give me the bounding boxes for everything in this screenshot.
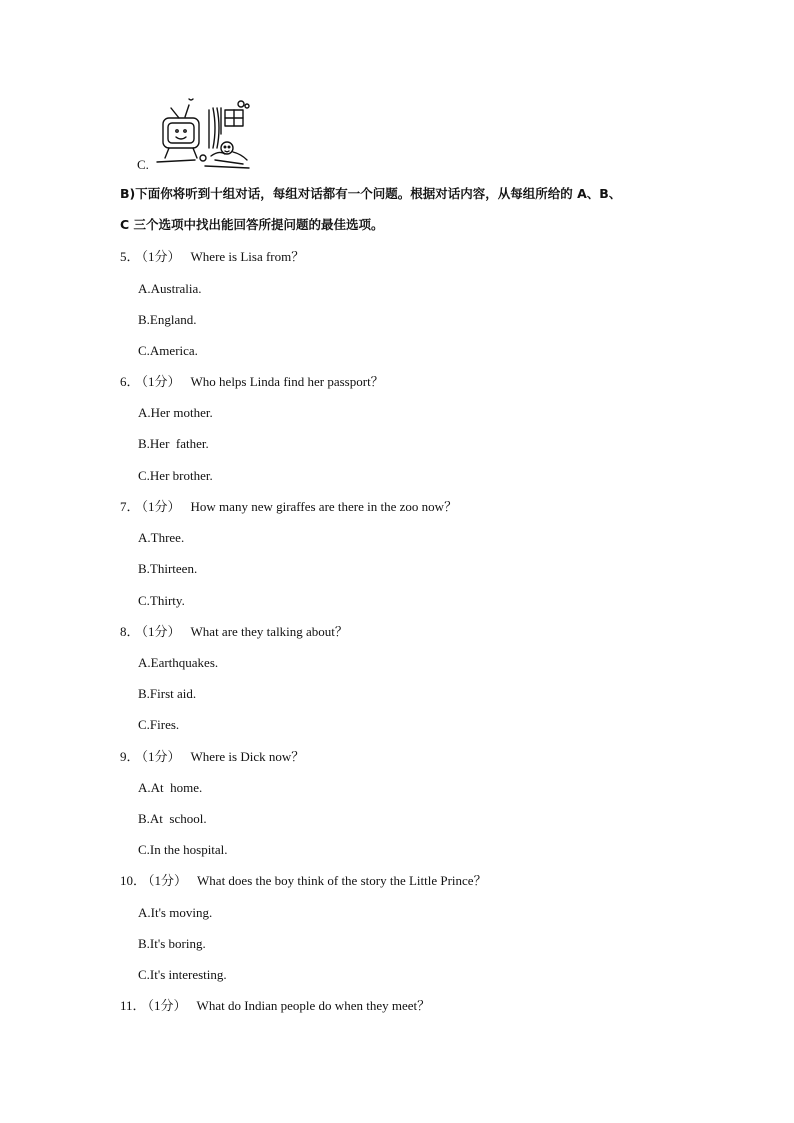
question-number: 10． — [120, 873, 147, 888]
question-7 — [120, 499, 457, 515]
tv-child-picture-icon — [155, 96, 251, 172]
question-10 — [120, 873, 487, 889]
option-c-figure — [137, 96, 257, 174]
question-7-option-c: C.Thirty. — [138, 593, 185, 608]
question-5-option-b: B.England. — [138, 312, 197, 327]
section-instructions-line-1: B)下面你将听到十组对话，每组对话都有一个问题。根据对话内容，从每组所给的 A、B、 — [120, 186, 622, 201]
question-8-option-b: B.First aid. — [138, 686, 197, 701]
question-text: How many new giraffes are there in the zoo now？ — [190, 499, 458, 514]
question-number: 8． — [120, 624, 140, 639]
question-8-option-a: A.Earthquakes. — [138, 655, 219, 670]
question-7-option-a: A.Three. — [138, 530, 185, 545]
question-score: （1分） — [141, 249, 181, 264]
question-11 — [120, 998, 430, 1014]
question-6-option-b: B.Her father. — [138, 436, 209, 451]
question-number: 6． — [120, 374, 140, 389]
question-number: 11． — [120, 998, 146, 1013]
question-text: Where is Lisa from？ — [190, 249, 305, 264]
question-5-option-c: C.America. — [138, 343, 198, 358]
question-10-option-b: B.It's boring. — [138, 936, 206, 951]
question-score: （1分） — [141, 499, 181, 514]
question-text: What does the boy think of the story the Little Prince？ — [197, 873, 487, 888]
section-instructions-line-2: C 三个选项中找出能回答所提问题的最佳选项。 — [120, 217, 384, 232]
question-5-option-a: A.Australia. — [138, 281, 202, 296]
question-6-option-c: C.Her brother. — [138, 468, 213, 483]
question-number: 5． — [120, 249, 140, 264]
question-8-option-c: C.Fires. — [138, 717, 180, 732]
question-7-option-b: B.Thirteen. — [138, 561, 198, 576]
question-score: （1分） — [148, 873, 188, 888]
question-5 — [120, 249, 304, 265]
question-text: Where is Dick now？ — [190, 749, 305, 764]
question-9 — [120, 749, 304, 765]
question-10-option-a: A.It's moving. — [138, 905, 213, 920]
question-score: （1分） — [147, 998, 187, 1013]
question-9-option-a: A.At home. — [138, 780, 203, 795]
question-6 — [120, 374, 384, 390]
question-10-option-c: C.It's interesting. — [138, 967, 227, 982]
question-text: Who helps Linda find her passport？ — [190, 374, 384, 389]
question-9-option-c: C.In the hospital. — [138, 842, 228, 857]
option-c-label: C. — [137, 157, 149, 172]
question-number: 9． — [120, 749, 140, 764]
question-text: What do Indian people do when they meet？ — [196, 998, 431, 1013]
question-number: 7． — [120, 499, 140, 514]
question-score: （1分） — [141, 374, 181, 389]
question-8 — [120, 624, 348, 640]
question-text: What are they talking about？ — [190, 624, 348, 639]
question-6-option-a: A.Her mother. — [138, 405, 213, 420]
question-9-option-b: B.At school. — [138, 811, 207, 826]
question-score: （1分） — [141, 624, 181, 639]
question-score: （1分） — [141, 749, 181, 764]
